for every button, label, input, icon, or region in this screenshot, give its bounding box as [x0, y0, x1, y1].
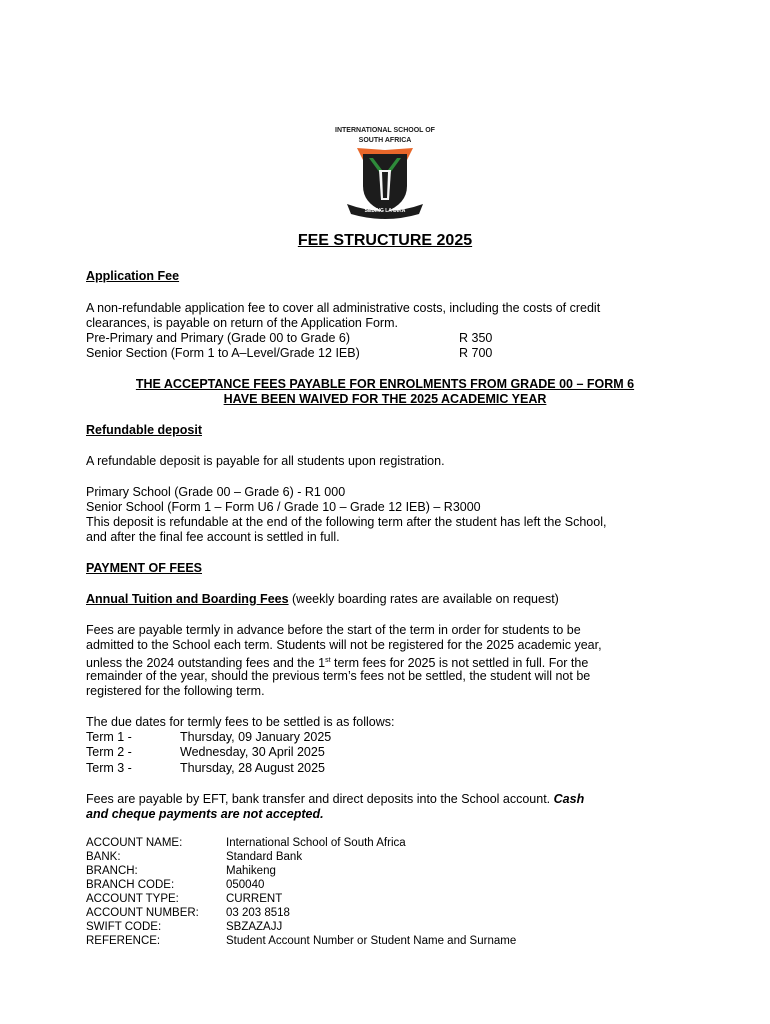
- term-date: Thursday, 28 August 2025: [180, 761, 326, 775]
- school-logo: [327, 120, 443, 224]
- deposit-primary: Primary School (Grade 00 – Grade 6) - R1 000: [86, 485, 346, 499]
- bank-value: Mahikeng: [226, 865, 276, 877]
- payment-paragraph-line: registered for the following term.: [86, 684, 265, 698]
- bank-label: ACCOUNT NAME:: [86, 837, 183, 849]
- term-date: Thursday, 09 January 2025: [180, 730, 332, 744]
- term-label: Term 2 -: [86, 745, 132, 759]
- payment-paragraph-line: remainder of the year, should the previous term’s fees not be settled, the student will not be: [86, 669, 591, 683]
- payment-paragraph-line: admitted to the School each term. Students will not be registered for the 2025 academic year,: [86, 638, 602, 652]
- term-label: Term 3 -: [86, 761, 132, 775]
- bank-value: SBZAZAJJ: [226, 921, 283, 933]
- bank-label: REFERENCE:: [86, 935, 161, 947]
- annual-fees-line: [86, 592, 559, 607]
- bank-label: BRANCH CODE:: [86, 879, 175, 891]
- bank-value: 03 203 8518: [226, 907, 290, 919]
- payment-method-warning: Cash: [553, 792, 585, 806]
- payment-method-warning: and cheque payments are not accepted.: [86, 807, 324, 821]
- due-dates-intro: The due dates for termly fees to be settled is as follows:: [86, 715, 395, 729]
- logo-name: INTERNATIONAL SCHOOL OF SOUTH AFRICA: [335, 127, 435, 144]
- term-label: Term 1 -: [86, 730, 132, 744]
- payment-text: term fees for 2025 is not settled in full. For the: [330, 656, 589, 671]
- bank-label: SWIFT CODE:: [86, 921, 162, 933]
- deposit-intro: A refundable deposit is payable for all students upon registration.: [86, 454, 445, 468]
- logo-motto: SEDING LA DIKA: [364, 208, 406, 214]
- payment-text: unless the 2024 outstanding fees and the 1: [86, 656, 326, 671]
- bank-label: ACCOUNT NUMBER:: [86, 907, 199, 919]
- bank-value: 050040: [226, 879, 265, 891]
- acceptance-notice-line: THE ACCEPTANCE FEES PAYABLE FOR ENROLMENTS FROM GRADE 00 – FORM 6: [135, 377, 635, 391]
- deposit-note-line: and after the final fee account is settled in full.: [86, 530, 340, 544]
- deposit-heading: Refundable deposit: [86, 423, 202, 437]
- deposit-senior: Senior School (Form 1 – Form U6 / Grade 10 – Grade 12 IEB) – R3000: [86, 500, 481, 514]
- bank-value: CURRENT: [226, 893, 283, 905]
- application-paragraph-line: A non-refundable application fee to cover all administrative costs, including the costs of credit: [86, 301, 601, 315]
- fee-row-amount-senior: R 700: [459, 346, 493, 360]
- bank-value: International School of South Africa: [226, 837, 406, 849]
- bank-label: BRANCH:: [86, 865, 138, 877]
- payment-method-text: Fees are payable by EFT, bank transfer and direct deposits into the School account.: [86, 792, 554, 806]
- application-paragraph-line: clearances, is payable on return of the Application Form.: [86, 316, 398, 330]
- acceptance-notice-line: HAVE BEEN WAIVED FOR THE 2025 ACADEMIC YEAR: [223, 392, 547, 406]
- payment-heading: PAYMENT OF FEES: [86, 561, 202, 575]
- page-title: FEE STRUCTURE 2025: [297, 232, 473, 249]
- bank-label: BANK:: [86, 851, 121, 863]
- bank-value: Standard Bank: [226, 851, 303, 863]
- payment-paragraph-line: Fees are payable termly in advance before the start of the term in order for students to be: [86, 623, 581, 637]
- annual-fees-note: (weekly boarding rates are available on request): [288, 592, 559, 606]
- payment-method-line: [86, 792, 584, 807]
- application-fee-heading: Application Fee: [86, 269, 180, 283]
- term-date: Wednesday, 30 April 2025: [180, 745, 325, 759]
- bank-label: ACCOUNT TYPE:: [86, 893, 179, 905]
- fee-row-amount-primary: R 350: [459, 331, 493, 345]
- fee-row-label-primary: Pre-Primary and Primary (Grade 00 to Grade 6): [86, 331, 350, 345]
- bank-value: Student Account Number or Student Name and Surname: [226, 935, 517, 947]
- annual-fees-heading: Annual Tuition and Boarding Fees: [86, 592, 289, 606]
- deposit-note-line: This deposit is refundable at the end of the following term after the student has left the School,: [86, 515, 607, 529]
- fee-row-label-senior: Senior Section (Form 1 to A–Level/Grade 12 IEB): [86, 346, 360, 360]
- ordinal-superscript: st: [325, 657, 331, 664]
